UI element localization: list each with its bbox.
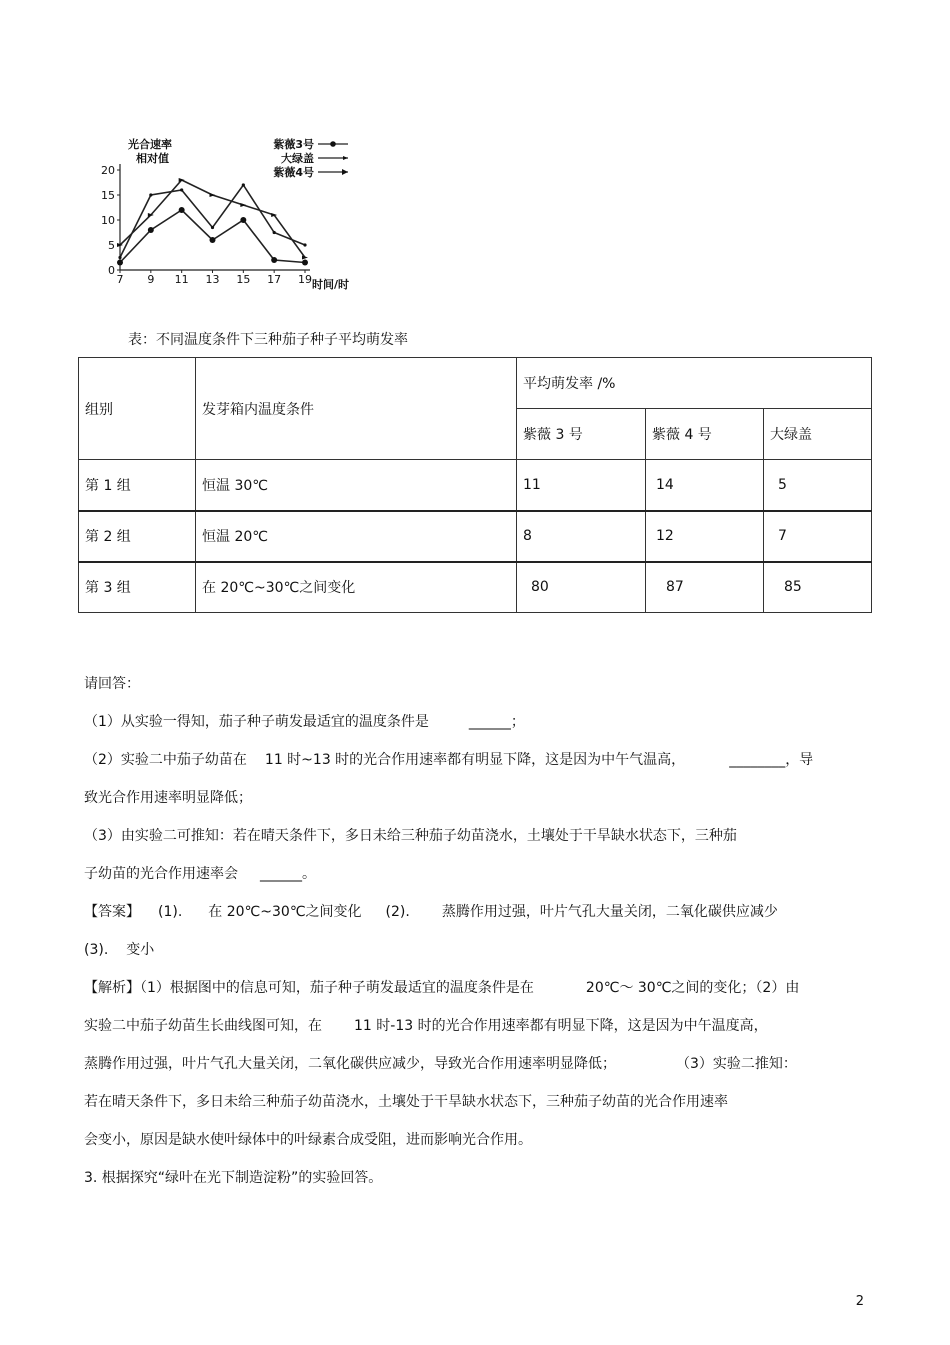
header-variety-3: 大绿盖 xyxy=(764,409,872,460)
y-tick-label: 20 xyxy=(101,164,115,177)
data-point xyxy=(118,256,121,259)
data-point xyxy=(242,183,245,186)
data-point xyxy=(180,188,183,191)
data-point xyxy=(240,217,246,223)
x-tick-label: 19 xyxy=(298,273,312,286)
answer-2: 蒸腾作用过强，叶片气孔大量关闭，二氧化碳供应减少 xyxy=(441,904,778,920)
legend-label: 紫薇4号 xyxy=(273,166,314,179)
row-value: 80 xyxy=(517,562,646,613)
explanation-line-1 xyxy=(84,978,799,998)
answer-1: 在 20℃~30℃之间变化 xyxy=(208,904,362,920)
data-point xyxy=(117,260,123,266)
legend-marker xyxy=(330,141,336,147)
answer-line xyxy=(84,902,778,922)
prompt: 请回答： xyxy=(84,676,140,692)
explanation-line-5: 会变小，原因是缺水使叶绿体中的叶绿素合成受阻，进而影响光合作用。 xyxy=(84,1132,532,1148)
header-rate: 平均萌发率 /% xyxy=(517,358,872,409)
y-tick-label: 10 xyxy=(101,214,115,227)
question-3-cont xyxy=(84,864,316,884)
data-point xyxy=(302,256,308,260)
explanation-line-3 xyxy=(84,1054,797,1074)
q2-text-a: （2）实验二中茄子幼苗在 xyxy=(84,752,247,768)
row-value: 11 xyxy=(517,460,646,511)
chart-xlabel: 时间/时 xyxy=(312,278,350,291)
explanation-2a: 实验二中茄子幼苗生长曲线图可知，在 xyxy=(84,1018,322,1034)
row-value: 5 xyxy=(764,460,872,511)
row-value: 12 xyxy=(646,511,764,562)
header-condition: 发芽箱内温度条件 xyxy=(196,358,517,460)
q3-text: 子幼苗的光合作用速率会 xyxy=(84,866,238,882)
series-line xyxy=(120,180,305,258)
answer-3: 变小 xyxy=(126,942,155,958)
data-point xyxy=(303,243,306,246)
table-caption: 表：不同温度条件下三种茄子种子平均萌发率 xyxy=(128,332,408,348)
answer-label: 【答案】 xyxy=(84,904,140,920)
legend-marker xyxy=(342,169,348,175)
legend-label: 大绿盖 xyxy=(281,152,314,165)
explanation-line-2 xyxy=(84,1016,768,1036)
chart-ylabel-line2: 相对值 xyxy=(136,152,169,165)
q2-blank: ________，导 xyxy=(729,752,814,768)
chart-ylabel-line1: 光合速率 xyxy=(128,138,172,151)
header-group: 组别 xyxy=(79,358,196,460)
answer-1-num: (1). xyxy=(158,904,183,920)
header-variety-1: 紫薇 3 号 xyxy=(517,409,646,460)
legend-marker xyxy=(343,156,348,160)
q1-text: （1）从实验一得知，茄子种子萌发最适宜的温度条件是 xyxy=(84,714,429,730)
data-point xyxy=(302,260,308,266)
next-question: 3. 根据探究“绿叶在光下制造淀粉”的实验回答。 xyxy=(84,1170,383,1186)
row-value: 85 xyxy=(764,562,872,613)
row-group: 第 2 组 xyxy=(79,511,196,562)
q1-blank: ______； xyxy=(468,714,525,730)
data-point xyxy=(149,193,152,196)
chart-series xyxy=(117,178,308,266)
explanation-line-4: 若在晴天条件下，多日未给三种茄子幼苗浇水，土壤处于干旱缺水状态下，三种茄子幼苗的光合作用速率 xyxy=(84,1094,728,1110)
table-row xyxy=(79,511,872,562)
explanation-3a: 蒸腾作用过强，叶片气孔大量关闭，二氧化碳供应减少，导致光合作用速率明显降低； xyxy=(84,1056,616,1072)
photosynthesis-line-chart xyxy=(100,130,380,295)
table-row xyxy=(79,460,872,511)
data-point xyxy=(210,237,216,243)
row-condition: 恒温 20℃ xyxy=(196,511,517,562)
x-tick-label: 9 xyxy=(147,273,155,286)
explanation-1b: 20℃～ 30℃之间的变化；（2）由 xyxy=(585,980,800,996)
answer-line-2 xyxy=(84,940,154,960)
data-point xyxy=(273,231,276,234)
q2-text-b: 11 时~13 时的光合作用速率都有明显下降，这是因为中午气温高， xyxy=(264,752,686,768)
question-2 xyxy=(84,750,813,770)
x-tick-label: 7 xyxy=(116,273,124,286)
chart-legend xyxy=(273,137,348,179)
data-point xyxy=(179,207,185,213)
row-group: 第 1 组 xyxy=(79,460,196,511)
question-3: （3）由实验二可推知：若在晴天条件下，多日未给三种茄子幼苗浇水，土壤处于干旱缺水状态下，三种茄 xyxy=(84,828,737,844)
row-value: 14 xyxy=(646,460,764,511)
y-tick-label: 15 xyxy=(101,189,115,202)
x-tick-label: 13 xyxy=(205,273,220,286)
chart-axes xyxy=(101,164,312,286)
data-point xyxy=(211,226,214,229)
question-1 xyxy=(84,712,525,732)
row-group: 第 3 组 xyxy=(79,562,196,613)
y-tick-label: 0 xyxy=(108,264,115,277)
row-value: 7 xyxy=(764,511,872,562)
explanation-label: 【解析】 xyxy=(84,980,140,996)
data-point xyxy=(148,227,154,233)
row-value: 87 xyxy=(646,562,764,613)
row-condition: 恒温 30℃ xyxy=(196,460,517,511)
row-value: 8 xyxy=(517,511,646,562)
q3-blank: ______。 xyxy=(260,866,316,882)
row-condition: 在 20℃~30℃之间变化 xyxy=(196,562,517,613)
x-tick-label: 17 xyxy=(267,273,282,286)
germination-table xyxy=(78,357,872,613)
legend-label: 紫薇3号 xyxy=(273,138,314,151)
y-tick-label: 5 xyxy=(108,239,115,252)
page-number: 2 xyxy=(855,1294,864,1309)
explanation-1a: （1）根据图中的信息可知，茄子种子萌发最适宜的温度条件是在 xyxy=(140,980,534,996)
header-variety-2: 紫薇 4 号 xyxy=(646,409,764,460)
data-point xyxy=(271,213,277,217)
x-tick-label: 11 xyxy=(174,273,189,286)
data-point xyxy=(271,257,277,263)
answer-2-num: (2). xyxy=(385,904,410,920)
explanation-2b: 11 时-13 时的光合作用速率都有明显下降，这是因为中午温度高， xyxy=(354,1018,768,1034)
table-row xyxy=(79,562,872,613)
explanation-3b: （3）实验二推知： xyxy=(676,1056,797,1072)
question-2-cont: 致光合作用速率明显降低； xyxy=(84,790,252,806)
answer-3-num: (3). xyxy=(84,942,109,958)
x-tick-label: 15 xyxy=(236,273,251,286)
